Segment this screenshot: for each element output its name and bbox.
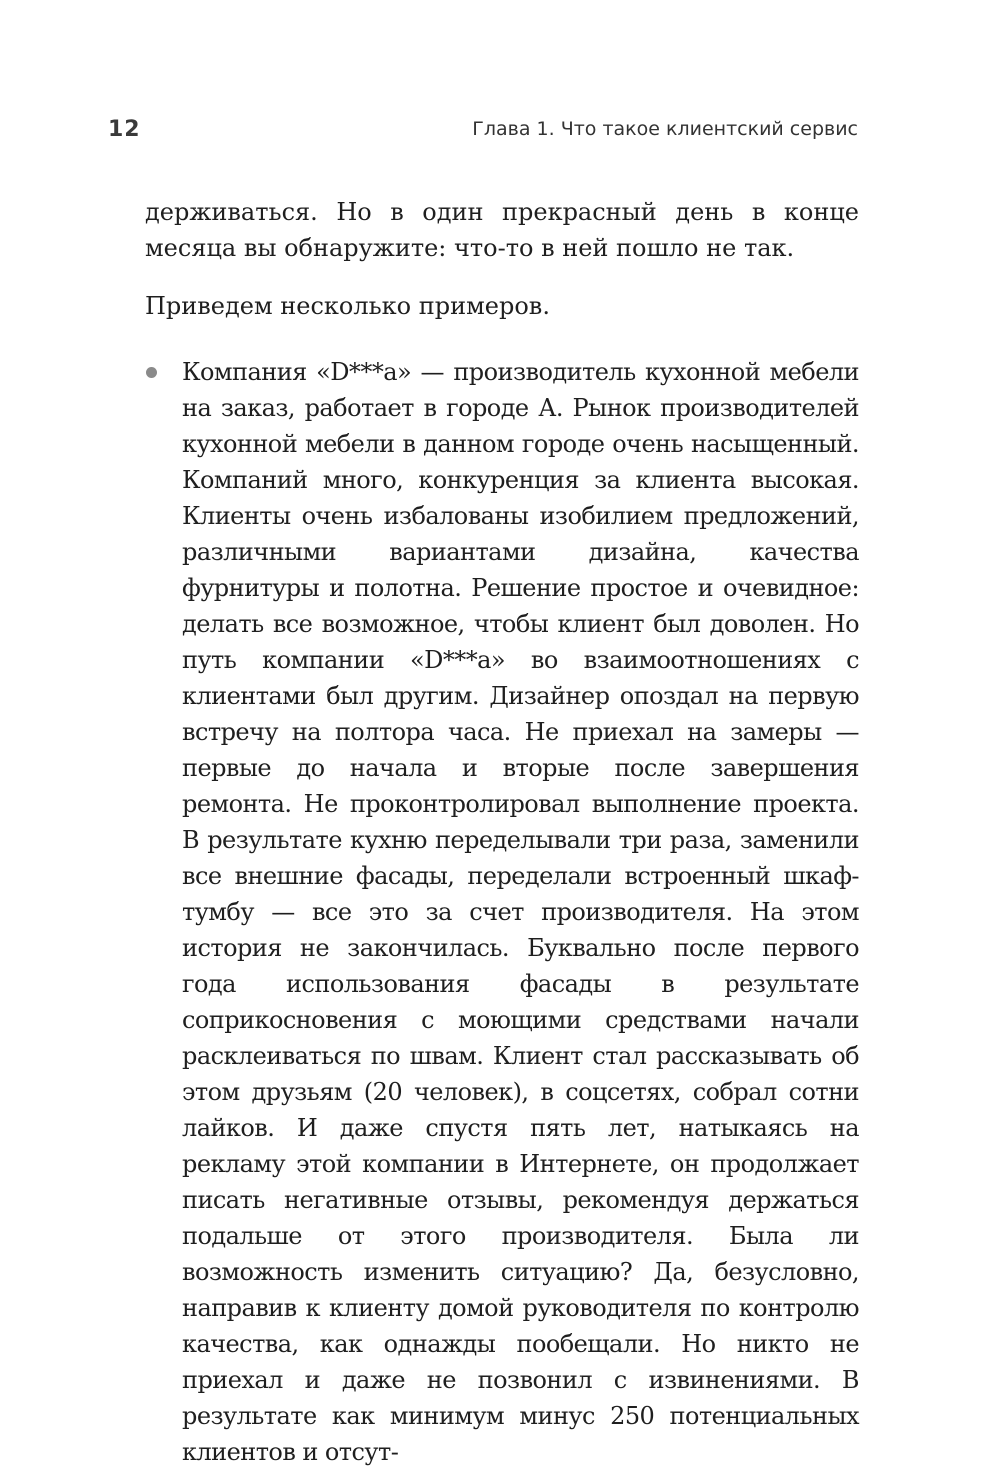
running-head: Глава 1. Что такое клиентский сервис (472, 118, 858, 140)
body-text (145, 194, 859, 1470)
page-number: 12 (108, 117, 141, 142)
paragraph: Приведем несколько примеров. (145, 292, 550, 320)
bullet-item (145, 354, 859, 1470)
bullet-item-text: Компания «D***a» — производитель кухонной мебели на заказ, работает в городе А. Рынок производителей кухонной мебели в данном городе очень насыщенный. Компаний много, конкуренция за клиента высокая. Клиенты очень избалованы изобилием предложений, различными вариантами дизайна, качества фурнитуры и полотна. Решение простое и очевидное: делать все возможное, чтобы клиент был доволен. Но путь компании «D***a» во взаимоотношениях с клиентами был другим. Дизайнер опоздал на первую встречу на полтора часа. Не приехал на замеры — первые до начала и вторые после завершения ремонта. Не проконтролировал выполнение проекта. В результате кухню переделывали три раза, заменили все внешние фасады, переделали встроенный шкаф-тумбу — все это за счет производителя. На этом история не закончилась. Буквально после первого года использования фасады в результате соприкосновения с моющими средствами начали расклеиваться по швам. Клиент стал рассказывать об этом друзьям (20 человек), в соцсетях, собрал сотни лайков. И даже спустя пять лет, натыкаясь на рекламу этой компании в Интернете, он продолжает писать негативные отзывы, рекомендуя держаться подальше от этого производителя. Была ли возможность изменить ситуацию? Да, безусловно, направив к клиенту домой руководителя по контролю качества, как однажды пообещали. Но никто не приехал и даже не позвонил с извинениями. В результате как минимум минус 250 потенциальных клиентов и отсут- (182, 358, 859, 1466)
bullet-icon (146, 367, 157, 378)
paragraph: держиваться. Но в один прекрасный день в конце месяца вы обнаружите: что-то в ней пошло не так. (145, 198, 859, 262)
bullet-list (145, 354, 859, 1470)
